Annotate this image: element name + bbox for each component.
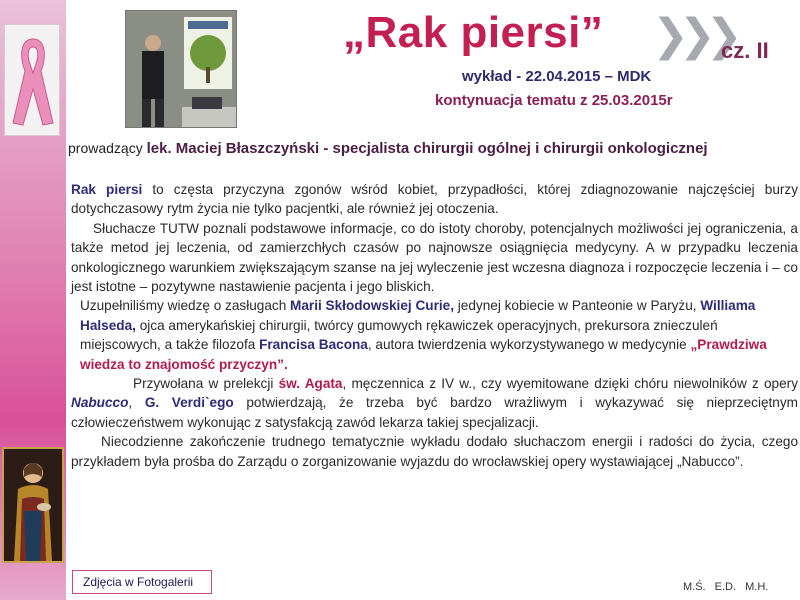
bacon-highlight: Francisa Bacona (259, 337, 368, 353)
paragraph-4-text: , (128, 395, 145, 411)
paragraph-4-text: potwierdzają, że trzeba być bardzo wrażliwym i wykazywać się nieprzeciętnym człowieczeństwem wykonując z satysfakcją zawód lekarza takiej specjalizacji. (71, 395, 798, 430)
article-body (71, 180, 798, 471)
lecturer-name: lek. Maciej Błaszczyński - specjalista chirurgii ogólnej i chirurgii onkologicznej (146, 140, 708, 157)
chevron-right-icon: ❯❯❯ (652, 11, 733, 60)
page-title: „Rak piersi” (343, 8, 604, 57)
paragraph-3-text: jedynej kobiecie w Panteonie w Paryżu, (453, 298, 701, 314)
lecture-date: wykład - 22.04.2015 – MDK (462, 68, 652, 85)
part-label: cz. II (721, 38, 769, 63)
author-initials: M.Ś. E.D. M.H. (683, 581, 769, 593)
paragraph-4 (71, 374, 798, 432)
nabucco-highlight: Nabucco (71, 395, 129, 411)
paragraph-4-text: Przywołana w prelekcji (133, 376, 279, 392)
paragraph-1 (71, 180, 798, 219)
paragraph-3-text: Uzupełniliśmy wiedzę o zasługach (80, 298, 291, 314)
halsted-highlight: Williama Halseda, (80, 298, 756, 333)
continuation-note: kontynuacja tematu z 25.03.2015r (435, 92, 673, 109)
pink-ribbon-icon (4, 24, 60, 136)
verdi-highlight: G. Verdi`ego (144, 395, 234, 411)
lecturer-line (68, 140, 798, 157)
paragraph-2: Słuchacze TUTW poznali podstawowe informacje, co do istoty choroby, potencjalnych możliwości jej ograniczenia, a także metod jej leczenia, od zamierzchłych czasów po najnowsze osiągnięcia medycyny. A w przypadku leczenia onkologicznego warunkiem zwiększającym szanse na jej wyleczenie jest wczesna diagnoza i rozpoczęcie leczenia i – co jest istotne – pozytywne nastawienie pacjenta i jego bliskich. (71, 220, 798, 295)
paragraph-3-text: , autora twierdzenia wykorzystywanego w medycynie (367, 337, 691, 353)
gallery-link[interactable]: Zdjęcia w Fotogalerii (72, 570, 212, 594)
lecturer-prefix: prowadzący (68, 140, 147, 156)
paragraph-3-text: ojca amerykańskiej chirurgii, twórcy gumowych rękawiczek operacyjnych, prekursora znieczuleń miejscowych, a także filozofa (80, 317, 718, 353)
lecture-photo (125, 10, 237, 128)
agata-highlight: św. Agata (278, 376, 343, 392)
paragraph-5: Niecodzienne zakończenie trudnego tematycznie wykładu dodało słuchaczom energii i radości do życia, czego przykładem była prośba do Zarządu o zorganizowanie wyjazdu do wrocławskiej opery wystawiającej „Nabucco”. (71, 434, 798, 469)
curie-highlight: Marii Skłodowskiej Curie, (290, 298, 454, 314)
paragraph-1-text: to częsta przyczyna zgonów wśród kobiet, przypadłości, której zdiagnozowanie najczęściej burzy dotychczasowy rytm życia nie tylko pacjentki, ale również jej otoczenia. (71, 182, 799, 217)
quote-highlight: „Prawdziwa wiedza to znajomość przyczyn”. (80, 337, 767, 372)
paragraph-4-text: , męczennica z IV w., czy wyemitowane dzięki chóru niewolników z opery (342, 376, 798, 392)
topic-highlight: Rak piersi (71, 182, 143, 197)
saint-agatha-painting (2, 447, 64, 563)
paragraph-3 (71, 296, 798, 374)
